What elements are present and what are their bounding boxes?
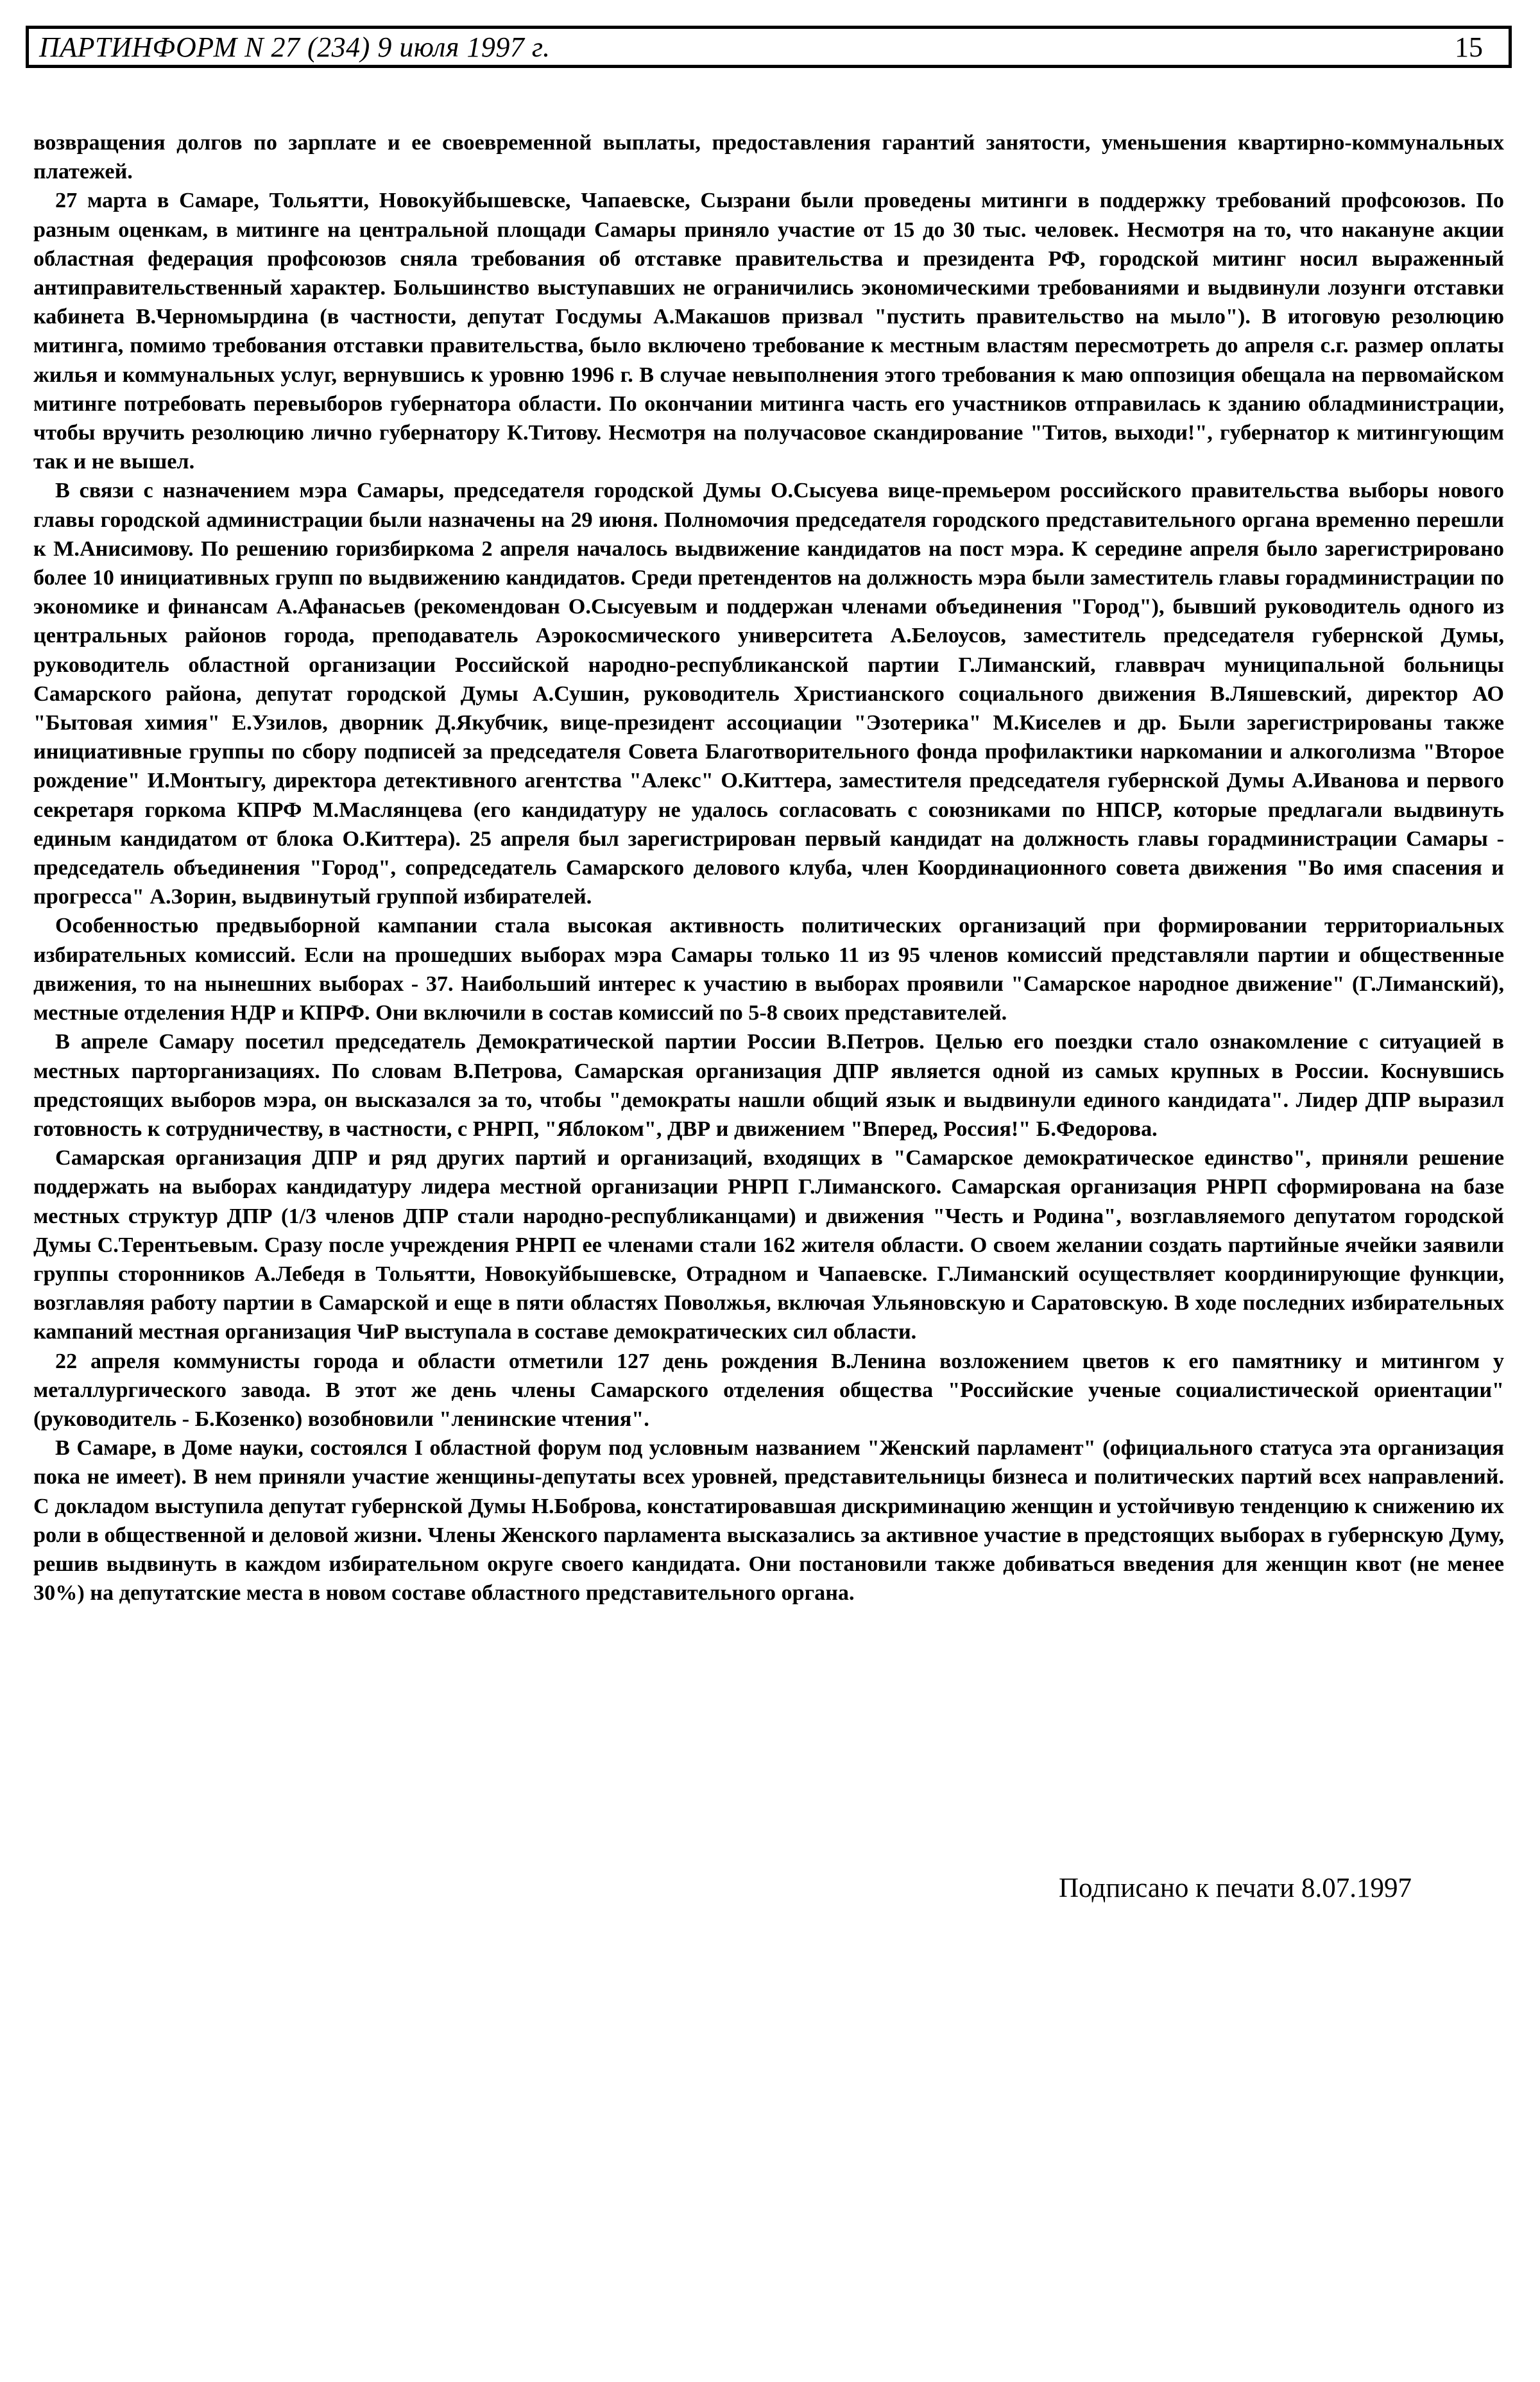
paragraph-5: В апреле Самару посетил председатель Демократической партии России В.Петров. Целью его поездки стало ознакомление с ситуацией в местных парторганизациях. По словам В.Петрова, Самарская организация ДПР является одной из самых крупных в России. Коснувшись предстоящих выборов мэра, он высказался за то, чтобы "демократы нашли общий язык и выдвинули единого кандидата". Лидер ДПР выразил готовность к сотрудничеству, в частности, с РНРП, "Яблоком", ДВР и движением "Вперед, Россия!" Б.Федорова. bbox=[33, 1030, 1504, 1141]
page-header bbox=[26, 26, 1512, 68]
header-title: ПАРТИНФОРМ N 27 (234) 9 июля 1997 г. bbox=[39, 31, 551, 63]
paragraph-1: возвращения долгов по зарплате и ее своевременной выплаты, предоставления гарантий занятости, уменьшения квартирно-коммунальных платежей. bbox=[33, 131, 1504, 184]
paragraph-6: Самарская организация ДПР и ряд других партий и организаций, входящих в "Самарское демократическое единство", приняли решение поддержать на выборах кандидатуру лидера местной организации РНРП Г.Лиманского. Самарская организация РНРП сформирована на базе местных структур ДПР (1/3 членов ДПР стали народно-республиканцами) и движения "Честь и Родина", возглавляемого депутатом городской Думы С.Терентьевым. Сразу после учреждения РНРП ее членами стали 162 жителя области. О своем желании создать партийные ячейки заявили группы сторонников А.Лебедя в Тольятти, Новокуйбышевске, Отрадном и Чапаевске. Г.Лиманский осуществляет координирующие функции, возглавляя работу партии в Самарской и еще в пяти областях Поволжья, включая Ульяновскую и Саратовскую. В ходе последних избирательных кампаний местная организация ЧиР выступала в составе демократических сил области. bbox=[33, 1146, 1504, 1344]
page-number: 15 bbox=[1455, 31, 1483, 63]
paragraph-2: 27 марта в Самаре, Тольятти, Новокуйбышевске, Чапаевске, Сызрани были проведены митинги в поддержку требований профсоюзов. По разным оценкам, в митинге на центральной площади Самары приняло участие от 15 до 30 тыс. человек. Несмотря на то, что накануне акции областная федерация профсоюзов сняла требования об отставке правительства и президента РФ, городской митинг носил выраженный антиправительственный характер. Большинство выступавших не ограничились экономическими требованиями и выдвинули лозунги отставки кабинета В.Черномырдина (в частности, депутат Госдумы А.Макашов призвал "пустить правительство на мыло"). В итоговую резолюцию митинга, помимо требования отставки правительства, было включено требование к местным властям пересмотреть до апреля с.г. размер оплаты жилья и коммунальных услуг, вернувшись к уровню 1996 г. В случае невыполнения этого требования к маю оппозиция обещала на первомайском митинге потребовать перевыборов губернатора области. По окончании митинга часть его участников отправилась к зданию обладминистрации, чтобы вручить резолюцию лично губернатору К.Титову. Несмотря на получасовое скандирование "Титов, выходи!", губернатор к митингующим так и не вышел. bbox=[33, 189, 1504, 474]
paragraph-8: В Самаре, в Доме науки, состоялся I областной форум под условным названием "Женский парламент" (официального статуса эта организация пока не имеет). В нем приняли участие женщины-депутаты всех уровней, представительницы бизнеса и политических партий всех направлений. С докладом выступила депутат губернской Думы Н.Боброва, констатировавшая дискриминацию женщин и устойчивую тенденцию к снижению их роли в общественной и деловой жизни. Члены Женского парламента высказались за активное участие в предстоящих выборах в губернскую Думу, решив выдвинуть в каждом избирательном округе своего кандидата. Они постановили также добиваться введения для женщин квот (не менее 30%) на депутатские места в новом составе областного представительного органа. bbox=[33, 1436, 1504, 1606]
paragraph-4: Особенностью предвыборной кампании стала высокая активность политических организаций при формировании территориальных избирательных комиссий. Если на прошедших выборах мэра Самары только 11 из 95 членов комиссий представляли партии и общественные движения, то на нынешних выборах - 37. Наибольший интерес к участию в выборах проявили "Самарское народное движение" (Г.Лиманский), местные отделения НДР и КПРФ. Они включили в состав комиссий по 5-8 своих представителей. bbox=[33, 914, 1504, 1025]
print-signature: Подписано к печати 8.07.1997 bbox=[1059, 1873, 1412, 1903]
paragraph-7: 22 апреля коммунисты города и области отметили 127 день рождения В.Ленина возложением цветов к его памятнику и митингом у металлургического завода. В этот же день члены Самарского отделения общества "Российские ученые социалистической ориентации" (руководитель - Б.Козенко) возобновили "ленинские чтения". bbox=[33, 1349, 1504, 1431]
paragraph-3: В связи с назначением мэра Самары, председателя городской Думы О.Сысуева вице-премьером российского правительства выборы нового главы городской администрации были назначены на 29 июня. Полномочия председателя городского представительного органа временно перешли к М.Анисимову. По решению горизбиркома 2 апреля началось выдвижение кандидатов на пост мэра. К середине апреля было зарегистрировано более 10 инициативных групп по выдвижению кандидатов. Среди претендентов на должность мэра были заместитель главы горадминистрации по экономике и финансам А.Афанасьев (рекомендован О.Сысуевым и поддержан членами объединения "Город"), бывший руководитель одного из центральных районов города, преподаватель Аэрокосмического университета А.Белоусов, заместитель председателя губернской Думы, руководитель областной организации Российской народно-республиканской партии Г.Лиманский, главврач муниципальной больницы Самарского района, депутат городской Думы А.Сушин, руководитель Христианского социального движения В.Ляшевский, директор АО "Бытовая химия" Е.Узилов, дворник Д.Якубчик, вице-президент ассоциации "Эзотерика" М.Киселев и др. Были зарегистрированы также инициативные группы по сбору подписей за председателя Совета Благотворительного фонда профилактики наркомании и алкоголизма "Второе рождение" И.Монтыгу, директора детективного агентства "Алекс" О.Киттера, заместителя председателя губернской Думы А.Иванова и первого секретаря горкома КПРФ М.Маслянцева (его кандидатуру не удалось согласовать с союзниками по НПСР, которые предлагали выдвинуть единым кандидатом от блока О.Киттера). 25 апреля был зарегистрирован первый кандидат на должность главы горадминистрации Самары - председатель объединения "Город", сопредседатель Самарского делового клуба, член Координационного совета движения "Во имя спасения и прогресса" А.Зорин, выдвинутый группой избирателей. bbox=[33, 479, 1504, 909]
article-body bbox=[33, 128, 1504, 1607]
